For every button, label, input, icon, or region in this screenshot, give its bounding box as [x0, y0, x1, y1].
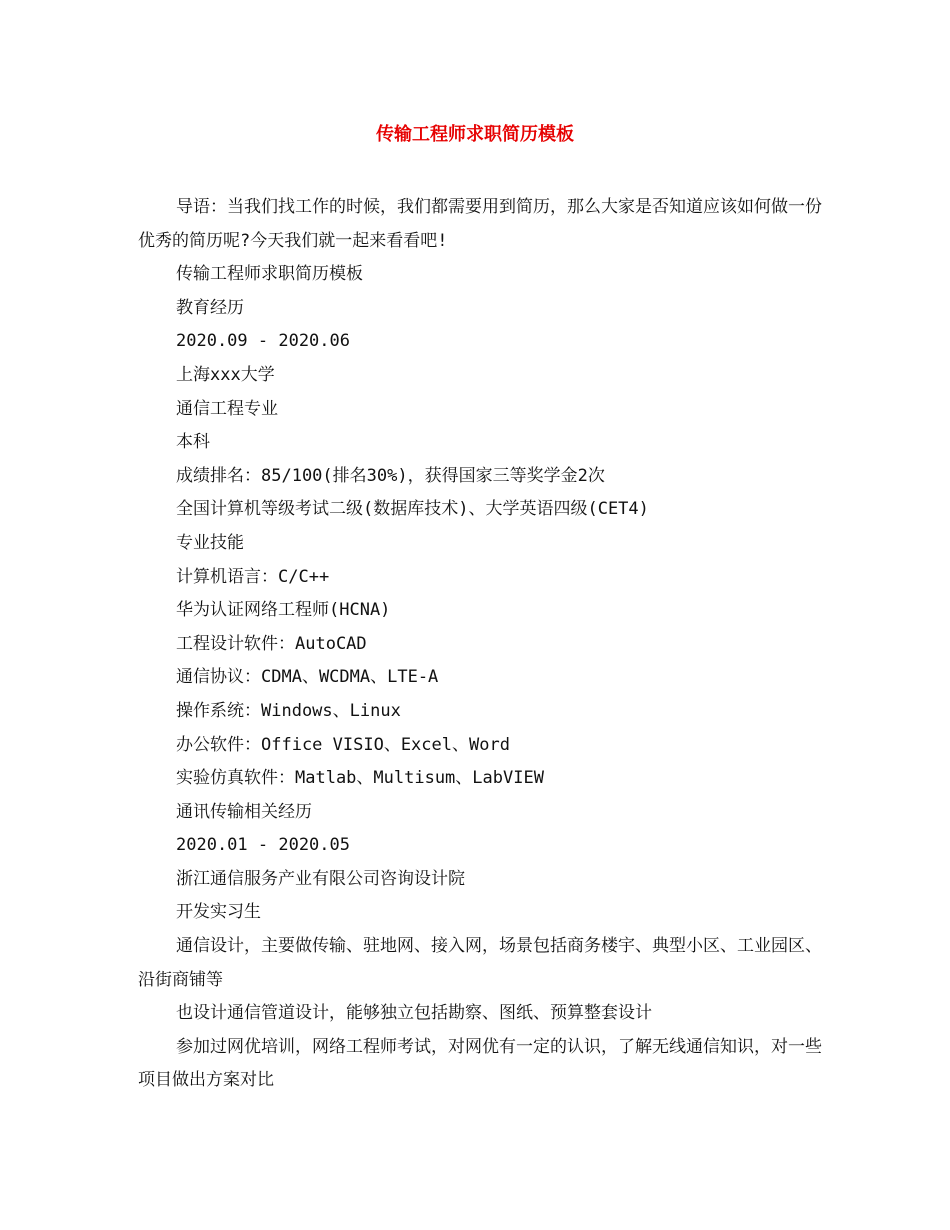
- education-dates: 2020.09 - 2020.06: [176, 331, 350, 352]
- education-major: 通信工程专业: [176, 398, 278, 419]
- experience-duty-3: 参加过网优培训，网络工程师考试，对网优有一定的认识，了解无线通信知识，对一些项目做出方案对比: [138, 1036, 822, 1091]
- education-school: 上海xxx大学: [176, 364, 275, 385]
- education-degree: 本科: [176, 432, 210, 453]
- skill-language: 计算机语言：C/C++: [176, 566, 330, 587]
- paragraph-heading: 传输工程师求职简历模板: [176, 264, 363, 285]
- experience-duty-1: 通信设计，主要做传输、驻地网、接入网，场景包括商务楼宇、典型小区、工业园区、沿街商铺等: [138, 936, 822, 990]
- education-ranking: 成绩排名：85/100(排名30%)，获得国家三等奖学金2次: [176, 465, 605, 486]
- skill-office: 办公软件：Office VISIO、Excel、Word: [176, 734, 510, 755]
- section-education: 教育经历: [176, 297, 244, 318]
- skill-os: 操作系统：Windows、Linux: [176, 700, 401, 721]
- experience-dates: 2020.01 - 2020.05: [176, 835, 350, 856]
- skill-certification: 华为认证网络工程师(HCNA): [176, 600, 391, 621]
- paragraph-intro: 导语：当我们找工作的时候，我们都需要用到简历，那么大家是否知道应该如何做一份优秀的简历呢?今天我们就一起来看看吧!: [138, 197, 822, 251]
- section-experience: 通讯传输相关经历: [176, 801, 312, 822]
- section-skills: 专业技能: [176, 532, 244, 553]
- experience-role: 开发实习生: [176, 902, 261, 923]
- skill-protocols: 通信协议：CDMA、WCDMA、LTE-A: [176, 667, 439, 688]
- skill-design-software: 工程设计软件：AutoCAD: [176, 633, 367, 654]
- experience-company: 浙江通信服务产业有限公司咨询设计院: [176, 868, 465, 889]
- experience-duty-2: 也设计通信管道设计，能够独立包括勘察、图纸、预算整套设计: [176, 1003, 652, 1024]
- education-certificates: 全国计算机等级考试二级(数据库技术)、大学英语四级(CET4): [176, 499, 649, 520]
- document-body: [138, 191, 828, 1098]
- skill-simulation: 实验仿真软件：Matlab、Multisum、LabVIEW: [176, 768, 544, 789]
- document-title: 传输工程师求职简历模板: [376, 124, 574, 145]
